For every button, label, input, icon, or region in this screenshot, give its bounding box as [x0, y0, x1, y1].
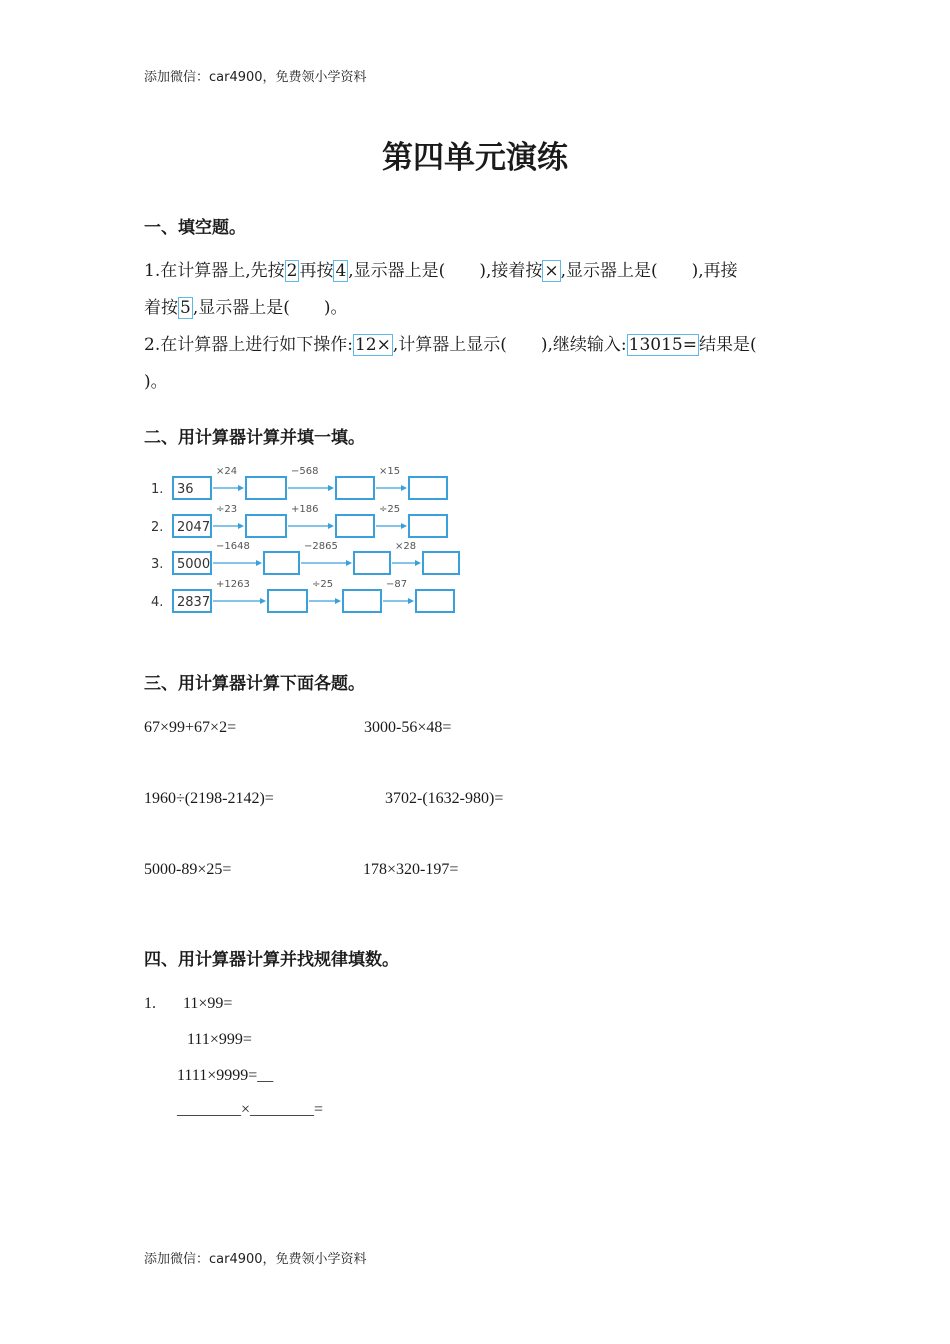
chain-start-value: 36 [177, 482, 194, 497]
footer-note: 添加微信：car4900，免费领小学资料 [144, 1252, 367, 1267]
pattern-line-3: 1111×9999=__ [177, 1067, 274, 1084]
chain-arrowhead [256, 560, 262, 566]
answer-box[interactable] [336, 515, 374, 537]
chain-operation: ÷25 [379, 504, 401, 515]
answer-box[interactable] [246, 515, 286, 537]
expression-2: 3000-56×48= [364, 719, 452, 736]
header-note: 添加微信：car4900，免费领小学资料 [144, 70, 367, 85]
chain-arrowhead [238, 523, 244, 529]
chain-operation: −87 [386, 579, 408, 590]
chain-operation: ÷25 [312, 579, 334, 590]
q1-text: 再按 [299, 261, 334, 281]
answer-box[interactable] [423, 552, 459, 574]
answer-box[interactable] [268, 590, 307, 612]
section1-heading: 一、填空题。 [144, 218, 246, 238]
q1-text: 着按 [144, 298, 178, 318]
expression-3: 1960÷(2198-2142)= [144, 790, 274, 807]
answer-box[interactable] [409, 515, 447, 537]
chain-arrowhead [328, 523, 334, 529]
chain-arrowhead [346, 560, 352, 566]
chain-operation: ÷23 [216, 504, 238, 515]
question-1-line-2 [144, 290, 348, 327]
expression-4: 3702-(1632-980)= [385, 790, 504, 807]
chain-arrowhead [415, 560, 421, 566]
question-2-line-2: )。 [144, 372, 168, 392]
chain-arrowhead [401, 485, 407, 491]
chain-start-value: 2047 [177, 520, 211, 535]
question-2-line-1 [144, 327, 757, 364]
pattern-line-2: 111×999= [187, 1031, 252, 1048]
chain-operation: −1648 [216, 541, 250, 552]
expression-6: 178×320-197= [363, 861, 459, 878]
calculation-chains [140, 462, 480, 620]
calc-key-times: × [544, 261, 559, 281]
answer-box[interactable] [354, 552, 390, 574]
pattern-line-1: 11×99= [183, 995, 233, 1012]
calc-key-12-times: 12× [354, 335, 391, 355]
q2-text: 2.在计算器上进行如下操作: [144, 335, 353, 355]
q1-text: 1.在计算器上,先按 [144, 261, 285, 281]
answer-box[interactable] [246, 477, 286, 499]
question-1-line-1 [144, 253, 738, 290]
q1-text: ,显示器上是( )。 [192, 298, 348, 318]
pattern-number: 1. [144, 995, 156, 1012]
pattern-line-4: ________×________= [177, 1101, 324, 1118]
page-title: 第四单元演练 [382, 140, 568, 176]
q1-text: ,显示器上是( ),接着按 [348, 261, 543, 281]
section4-heading: 四、用计算器计算并找规律填数。 [144, 950, 399, 970]
calc-key-5: 5 [180, 298, 191, 318]
answer-box[interactable] [336, 477, 374, 499]
section2-heading: 二、用计算器计算并填一填。 [144, 428, 365, 448]
chain-start-value: 2837 [177, 595, 211, 610]
chain-arrowhead [401, 523, 407, 529]
chain-operation: −2865 [304, 541, 338, 552]
chain-arrowhead [260, 598, 266, 604]
q1-text: ,显示器上是( ),再接 [560, 261, 738, 281]
chain-arrowhead [328, 485, 334, 491]
chain-start-value: 5000 [177, 557, 211, 572]
answer-box[interactable] [416, 590, 454, 612]
chain-operation: ×15 [379, 466, 401, 477]
expression-5: 5000-89×25= [144, 861, 232, 878]
expression-1: 67×99+67×2= [144, 719, 237, 736]
answer-box[interactable] [409, 477, 447, 499]
chain-number: 4. [151, 595, 164, 610]
q2-text: ,计算器上显示( ),继续输入: [392, 335, 627, 355]
section3-heading: 三、用计算器计算下面各题。 [144, 674, 365, 694]
chain-operation: ×28 [395, 541, 417, 552]
calc-key-13015-equals: 13015= [628, 335, 697, 355]
chain-number: 2. [151, 520, 164, 535]
calc-key-4: 4 [335, 261, 347, 281]
answer-box[interactable] [343, 590, 381, 612]
chain-operation: ×24 [216, 466, 238, 477]
calc-key-2: 2 [286, 261, 298, 281]
answer-box[interactable] [264, 552, 299, 574]
chain-number: 1. [151, 482, 164, 497]
q2-text: 结果是( [698, 335, 757, 355]
chain-arrowhead [238, 485, 244, 491]
chain-operation: +1263 [216, 579, 250, 590]
chain-operation: −568 [291, 466, 319, 477]
chain-operation: +186 [291, 504, 319, 515]
chain-number: 3. [151, 557, 164, 572]
chain-arrowhead [408, 598, 414, 604]
chain-arrowhead [335, 598, 341, 604]
